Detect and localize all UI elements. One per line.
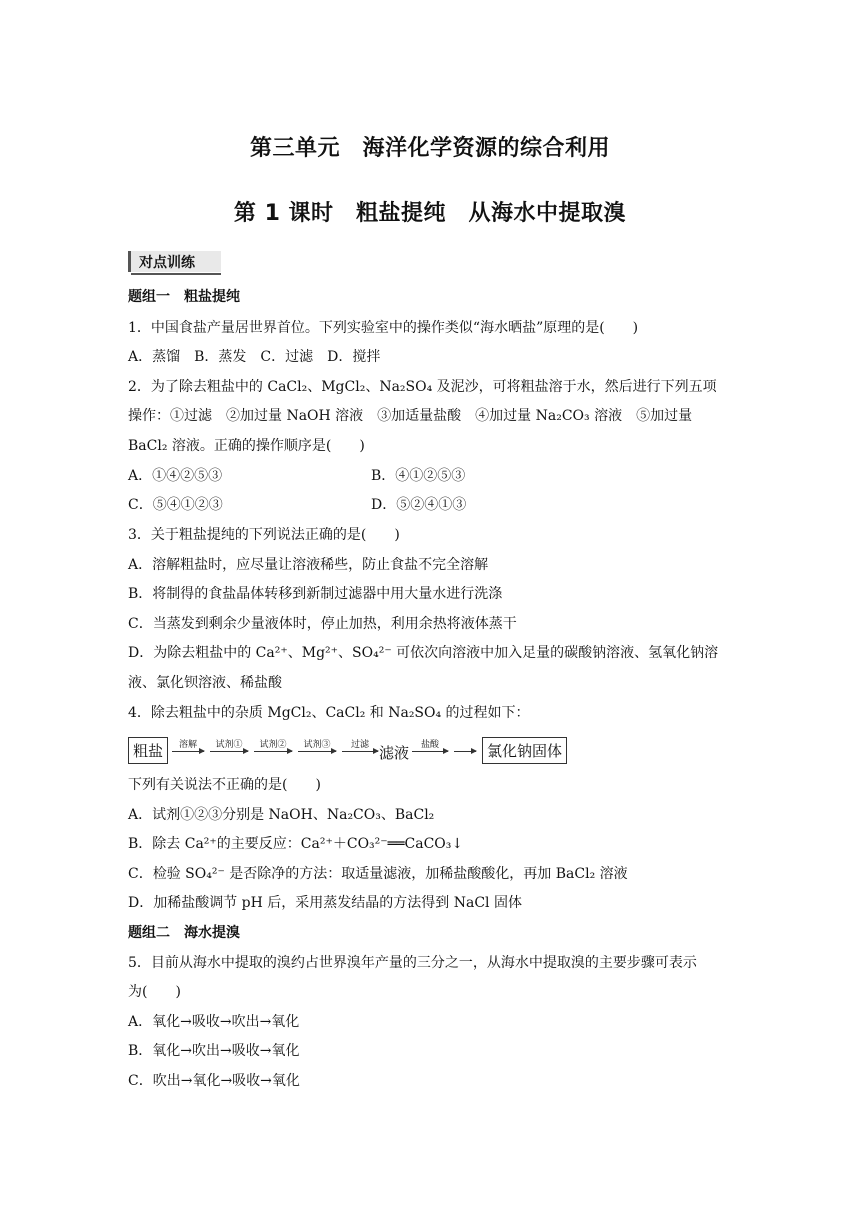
question-4-option-d: D．加稀盐酸调节 pH 后，采用蒸发结晶的方法得到 NaCl 固体 bbox=[128, 895, 522, 911]
question-2-option-c: C．⑤④①②③ bbox=[128, 497, 223, 513]
question-4-option-b: B．除去 Ca²⁺的主要反应：Ca²⁺＋CO₃²⁻══CaCO₃↓ bbox=[128, 836, 464, 852]
question-2-option-d: D．⑤②④①③ bbox=[371, 497, 467, 513]
flow-step-label: 试剂③ bbox=[303, 740, 331, 750]
question-5-option-c: C．吹出→氧化→吸收→氧化 bbox=[128, 1073, 300, 1089]
question-4: 4．除去粗盐中的杂质 MgCl₂、CaCl₂ 和 Na₂SO₄ 的过程如下： bbox=[128, 705, 530, 721]
flow-step-label: 试剂① bbox=[215, 740, 243, 750]
question-4-prompt: 下列有关说法不正确的是( ) bbox=[128, 777, 321, 793]
flow-arrow bbox=[172, 751, 204, 752]
unit-title: 第三单元 海洋化学资源的综合利用 bbox=[249, 136, 610, 161]
question-2-option-b: B．④①②⑤③ bbox=[371, 468, 466, 484]
question-5-line-1: 5．目前从海水中提取的溴约占世界溴年产量的三分之一，从海水中提取溴的主要步骤可表示 bbox=[128, 955, 697, 971]
flow-end-box: 氯化钠固体 bbox=[482, 737, 567, 764]
question-5-line-2: 为( ) bbox=[128, 984, 181, 1000]
flow-step-label: 盐酸 bbox=[420, 740, 439, 750]
question-4-option-c: C．检验 SO₄²⁻ 是否除净的方法：取适量滤液，加稀盐酸酸化，再加 BaCl₂ 溶液 bbox=[128, 866, 628, 882]
question-1-options: A．蒸馏 B．蒸发 C．过滤 D．搅拌 bbox=[128, 349, 381, 365]
lesson-title: 第 1 课时 粗盐提纯 从海水中提取溴 bbox=[233, 201, 627, 226]
flow-arrow bbox=[454, 751, 476, 752]
question-3-option-d-line-2: 液、氯化钡溶液、稀盐酸 bbox=[128, 675, 282, 691]
group-heading-2: 题组二 海水提溴 bbox=[128, 925, 240, 941]
question-3: 3．关于粗盐提纯的下列说法正确的是( ) bbox=[128, 527, 400, 543]
flow-step-label: 过滤 bbox=[350, 740, 369, 750]
question-2-option-a: A．①④②⑤③ bbox=[128, 468, 223, 484]
question-3-option-b: B．将制得的食盐晶体转移到新制过滤器中用大量水进行洗涤 bbox=[128, 586, 503, 602]
flow-arrow bbox=[342, 751, 378, 752]
group-heading-1: 题组一 粗盐提纯 bbox=[128, 289, 240, 305]
question-2-line-3: BaCl₂ 溶液。正确的操作顺序是( ) bbox=[128, 438, 365, 454]
section-tag-label: 对点训练 bbox=[139, 255, 195, 271]
section-tag bbox=[128, 251, 221, 272]
flow-arrow bbox=[412, 751, 448, 752]
question-2-line-2: 操作：①过滤 ②加过量 NaOH 溶液 ③加适量盐酸 ④加过量 Na₂CO₃ 溶液 ⑤加过量 bbox=[128, 408, 693, 424]
flow-arrow bbox=[298, 751, 336, 752]
flow-middle-text: 滤液 bbox=[379, 744, 410, 762]
question-1: 1．中国食盐产量居世界首位。下列实验室中的操作类似“海水晒盐”原理的是( ) bbox=[128, 320, 639, 336]
flow-arrow bbox=[254, 751, 292, 752]
flow-arrow bbox=[210, 751, 248, 752]
question-4-option-a: A．试剂①②③分别是 NaOH、Na₂CO₃、BaCl₂ bbox=[128, 807, 435, 823]
question-3-option-c: C．当蒸发到剩余少量液体时，停止加热，利用余热将液体蒸干 bbox=[128, 616, 517, 632]
question-5-option-b: B．氧化→吹出→吸收→氧化 bbox=[128, 1043, 300, 1059]
process-flow-diagram bbox=[128, 735, 568, 763]
question-2-line-1: 2．为了除去粗盐中的 CaCl₂、MgCl₂、Na₂SO₄ 及泥沙，可将粗盐溶于水，然后进行下列五项 bbox=[128, 379, 717, 395]
question-5-option-a: A．氧化→吸收→吹出→氧化 bbox=[128, 1014, 300, 1030]
flow-step-label: 溶解 bbox=[178, 740, 197, 750]
question-3-option-d-line-1: D．为除去粗盐中的 Ca²⁺、Mg²⁺、SO₄²⁻ 可依次向溶液中加入足量的碳酸钠溶液、氢氧化钠溶 bbox=[128, 645, 719, 661]
flow-start-box: 粗盐 bbox=[128, 737, 168, 764]
flow-step-label: 试剂② bbox=[259, 740, 287, 750]
question-3-option-a: A．溶解粗盐时，应尽量让溶液稀些，防止食盐不完全溶解 bbox=[128, 557, 489, 573]
